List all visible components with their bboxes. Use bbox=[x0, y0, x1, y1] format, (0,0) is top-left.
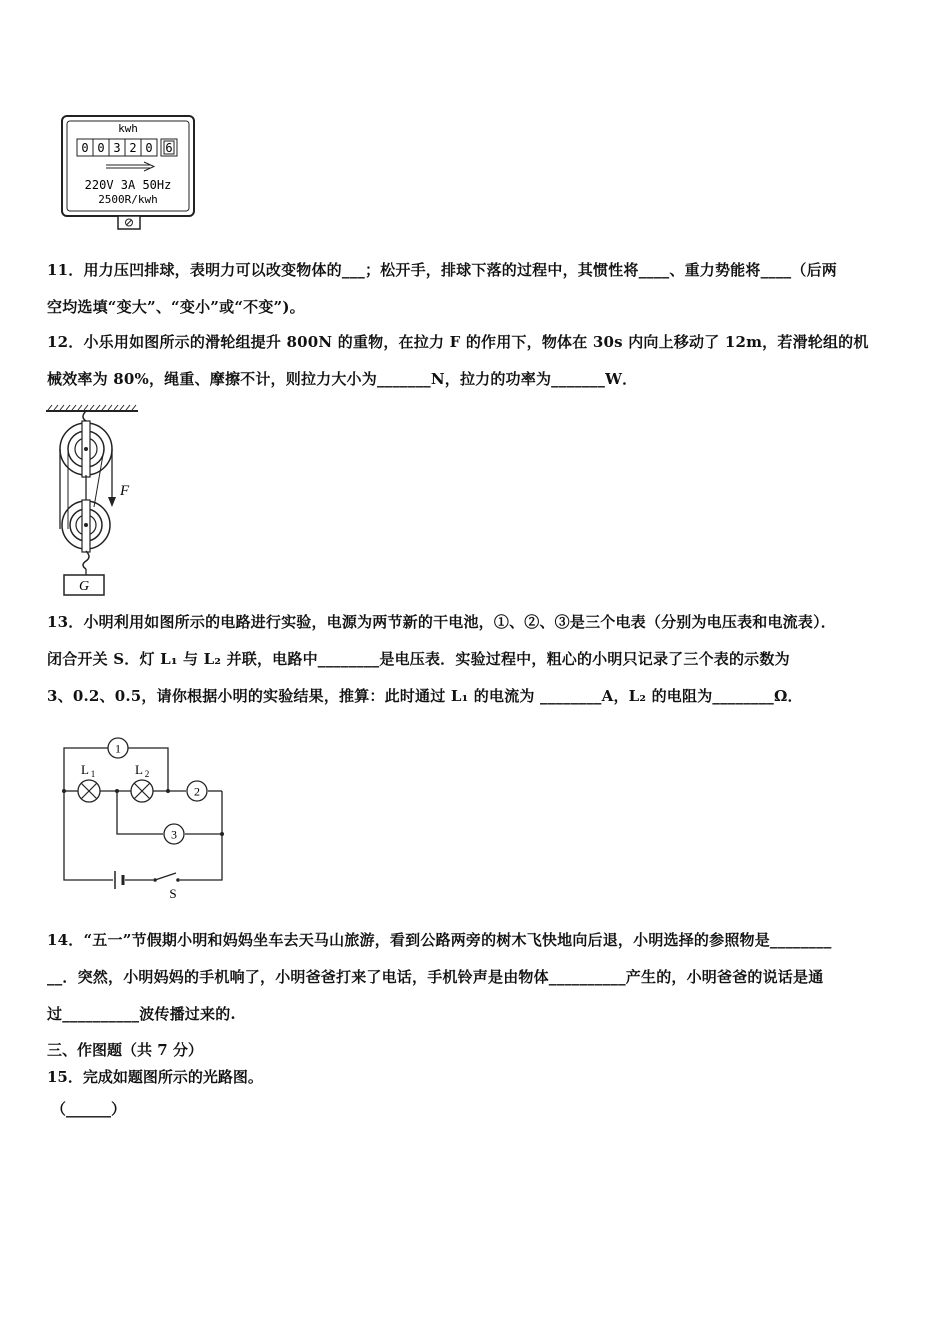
pulley-figure bbox=[40, 403, 150, 598]
lamp-l2-icon bbox=[131, 762, 153, 802]
meter-1-label: 1 bbox=[115, 741, 121, 756]
meter-digit: 0 bbox=[97, 141, 105, 155]
meter-3-label: 3 bbox=[171, 827, 177, 842]
switch-icon bbox=[153, 873, 180, 901]
question-12-line2: 械效率为 80%，绳重、摩擦不计，则拉力大小为_______N，拉力的功率为_______W． bbox=[47, 370, 638, 388]
question-11-line2: 空均选填“变大”、“变小”或“不变”)。 bbox=[47, 298, 305, 316]
energy-meter-figure bbox=[58, 113, 198, 233]
weight-label: G bbox=[78, 579, 90, 594]
question-13-line2: 闭合开关 S．灯 L₁ 与 L₂ 并联，电路中________是电压表．实验过程中，粗心的小明只记录了三个表的示数为 bbox=[47, 650, 790, 668]
question-13-line3: 3、0.2、0.5，请你根据小明的实验结果，推算：此时通过 L₁ 的电流为 ________A，L₂ 的电阻为________Ω． bbox=[47, 687, 803, 705]
question-12 bbox=[47, 324, 907, 398]
question-11 bbox=[47, 252, 907, 326]
question-13-line1: 13．小明利用如图所示的电路进行实验，电源为两节新的干电池，①、②、③是三个电表（分别为电压表和电流表）． bbox=[47, 613, 836, 631]
battery-icon bbox=[115, 871, 123, 889]
circuit-figure bbox=[55, 734, 235, 904]
lamp-l1-subscript: 1 bbox=[90, 769, 96, 779]
meter-spec-line1: 220V 3A 50Hz bbox=[84, 178, 172, 192]
lamp-l1-icon bbox=[78, 762, 100, 802]
movable-pulley-icon bbox=[62, 500, 110, 552]
lamp-l1-label: L bbox=[81, 762, 89, 777]
meter-1-icon bbox=[108, 738, 128, 758]
question-15-answer-blank[interactable]: （______） bbox=[51, 1100, 127, 1118]
meter-digit: 0 bbox=[145, 141, 153, 155]
meter-unit: kwh bbox=[118, 122, 138, 135]
switch-label: S bbox=[169, 886, 177, 901]
ceiling-icon bbox=[46, 405, 138, 411]
meter-digit: 6 bbox=[165, 141, 173, 155]
lamp-l2-subscript: 2 bbox=[144, 769, 150, 779]
meter-digit: 2 bbox=[129, 141, 137, 155]
question-12-line1: 12．小乐用如图所示的滑轮组提升 800N 的重物，在拉力 F 的作用下，物体在 30s 内向上移动了 12m，若滑轮组的机 bbox=[47, 333, 869, 351]
question-13 bbox=[47, 604, 907, 715]
meter-3-icon bbox=[164, 824, 184, 844]
question-15-line1: 15．完成如题图所示的光路图。 bbox=[47, 1068, 263, 1086]
pull-force-arrow-icon bbox=[108, 497, 116, 507]
question-14-line3: 过__________波传播过来的. bbox=[47, 1005, 236, 1023]
question-14 bbox=[47, 922, 907, 1033]
meter-2-label: 2 bbox=[194, 784, 200, 799]
question-14-line1: 14．“五一”节假期小明和妈妈坐车去天马山旅游，看到公路两旁的树木飞快地向后退，小明选择的参照物是________ bbox=[47, 931, 832, 949]
question-11-line1: 11．用力压凹排球，表明力可以改变物体的___；松开手，排球下落的过程中，其惯性将____、重力势能将____（后两 bbox=[47, 261, 837, 279]
force-label: F bbox=[120, 483, 130, 499]
section-3-title: 三、作图题（共 7 分） bbox=[47, 1041, 203, 1059]
meter-digit: 0 bbox=[81, 141, 89, 155]
question-14-line2: __．突然，小明妈妈的手机响了，小明爸爸打来了电话，手机铃声是由物体__________产生的，小明爸爸的说话是通 bbox=[47, 968, 824, 986]
meter-spec-line2: 2500R/kwh bbox=[98, 193, 158, 206]
meter-2-icon bbox=[187, 781, 207, 801]
meter-digit: 3 bbox=[113, 141, 121, 155]
lamp-l2-label: L bbox=[135, 762, 143, 777]
